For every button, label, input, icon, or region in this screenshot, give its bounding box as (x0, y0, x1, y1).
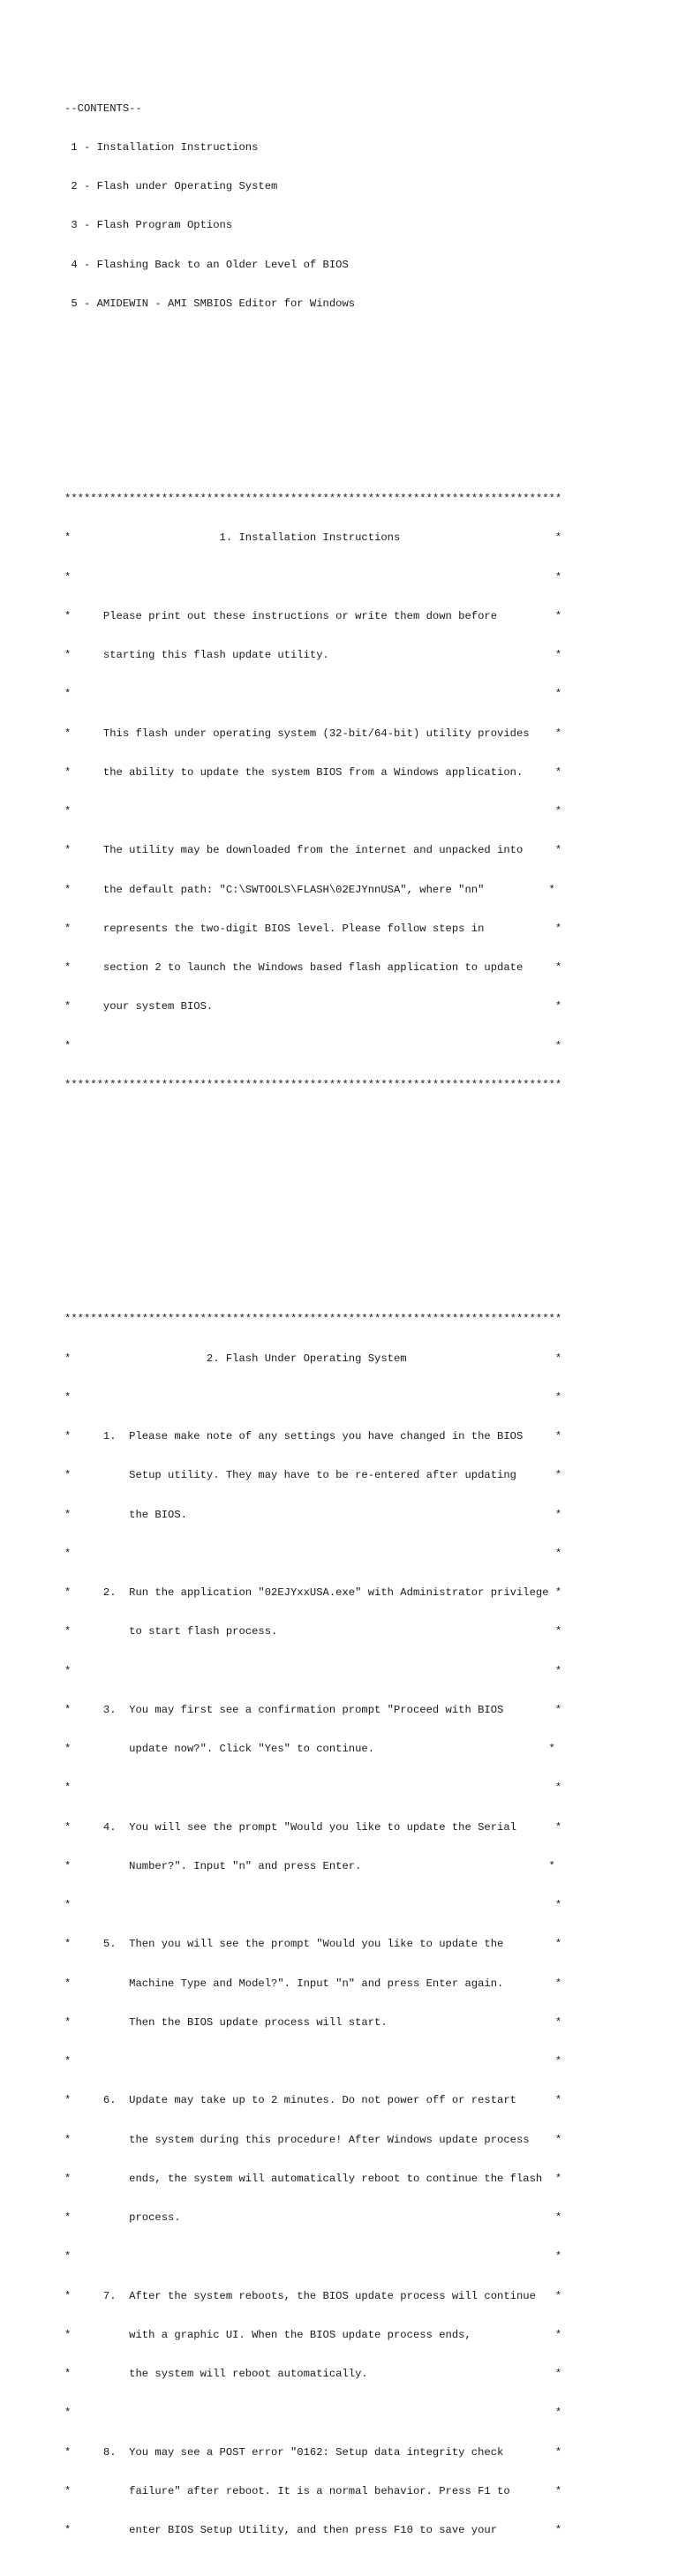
text-line: * * (64, 2407, 562, 2420)
readme-document (64, 76, 561, 2576)
contents-item: 2 - Flash under Operating System (64, 180, 278, 192)
text-line: * * (64, 1781, 562, 1795)
text-line: * ends, the system will automatically reboot to continue the flash * (64, 2172, 562, 2185)
text-line: * 7. After the system reboots, the BIOS update process will continue * (64, 2289, 562, 2302)
blank-line (64, 1196, 561, 1209)
contents-item: 1 - Installation Instructions (64, 140, 259, 154)
border-line: ***************************************************************************** (64, 1313, 562, 1326)
text-line: * to start flash process. * (64, 1625, 562, 1638)
blank-line (64, 336, 561, 350)
text-line: * update now?". Click "Yes" to continue. * (64, 1743, 555, 1755)
text-line: * * (64, 805, 562, 817)
text-line: * 3. You may first see a confirmation prompt "Proceed with BIOS * (64, 1703, 562, 1716)
text-line: * the system will reboot automatically. * (64, 2368, 562, 2380)
text-line: * * (64, 1039, 562, 1052)
text-line: * process. * (64, 2211, 562, 2224)
text-line: * * (64, 688, 562, 701)
text-line: * * (64, 2250, 562, 2263)
text-line: * This flash under operating system (32-bit/64-bit) utility provides * (64, 727, 562, 740)
text-line: * the ability to update the system BIOS from a Windows application. * (64, 765, 562, 779)
contents-item: 3 - Flash Program Options (64, 219, 233, 232)
text-line: * Setup utility. They may have to be re-entered after updating * (64, 1469, 562, 1482)
text-line: * Machine Type and Model?". Input "n" and press Enter again. * (64, 1977, 562, 1990)
text-line: * section 2 to launch the Windows based flash application to update * (64, 961, 562, 974)
section-title: * 2. Flash Under Operating System * (64, 1352, 562, 1365)
text-line: * The utility may be downloaded from the internet and unpacked into * (64, 844, 562, 857)
text-line: * 5. Then you will see the prompt "Would you like to update the * (64, 1938, 562, 1951)
text-line: * enter BIOS Setup Utility, and then press F10 to save your * (64, 2524, 562, 2536)
blank-line (64, 1156, 561, 1170)
text-line: * the default path: "C:\SWTOOLS\FLASH\02EJYnnUSA", where "nn" * (64, 883, 555, 896)
section-installation-instructions (64, 467, 561, 1119)
blank-line (64, 1235, 561, 1248)
section-title: * 1. Installation Instructions * (64, 531, 562, 545)
text-line: * failure" after reboot. It is a normal behavior. Press F1 to * (64, 2484, 562, 2497)
text-line: * represents the two-digit BIOS level. Please follow steps in * (64, 922, 562, 935)
section-flash-under-operating-system (64, 1287, 561, 2564)
text-line: * * (64, 1899, 562, 1911)
text-line: * * (64, 1390, 562, 1404)
text-line: * Then the BIOS update process will start. * (64, 2015, 562, 2029)
text-line: * the BIOS. * (64, 1508, 562, 1521)
text-line: * * (64, 1664, 562, 1677)
contents-item: 5 - AMIDEWIN - AMI SMBIOS Editor for Windows (64, 297, 356, 310)
text-line: * Number?". Input "n" and press Enter. * (64, 1859, 555, 1872)
text-line: * 1. Please make note of any settings you have changed in the BIOS * (64, 1430, 562, 1442)
text-line: * 8. You may see a POST error "0162: Setup data integrity check * (64, 2445, 562, 2459)
text-line: * the system during this procedure! After Windows update process * (64, 2133, 562, 2146)
text-line: * 2. Run the application "02EJYxxUSA.exe" with Administrator privilege * (64, 1586, 562, 1599)
contents-item: 4 - Flashing Back to an Older Level of BIOS (64, 258, 349, 271)
text-line: * with a graphic UI. When the BIOS update process ends, * (64, 2328, 562, 2341)
blank-line (64, 375, 561, 388)
text-line: * * (64, 570, 562, 584)
text-line: * * (64, 1547, 562, 1560)
text-line: * 4. You will see the prompt "Would you like to update the Serial * (64, 1820, 562, 1834)
contents-heading: --CONTENTS-- (64, 102, 142, 115)
text-line: * starting this flash update utility. * (64, 649, 562, 661)
border-line: ***************************************************************************** (64, 1078, 562, 1091)
blank-line (64, 415, 561, 428)
text-line: * Please print out these instructions or write them down before * (64, 609, 562, 622)
text-line: * 6. Update may take up to 2 minutes. Do not power off or restart * (64, 2094, 562, 2107)
text-line: * your system BIOS. * (64, 1000, 562, 1013)
border-line: ***************************************************************************** (64, 493, 562, 505)
text-line: * * (64, 2055, 562, 2068)
